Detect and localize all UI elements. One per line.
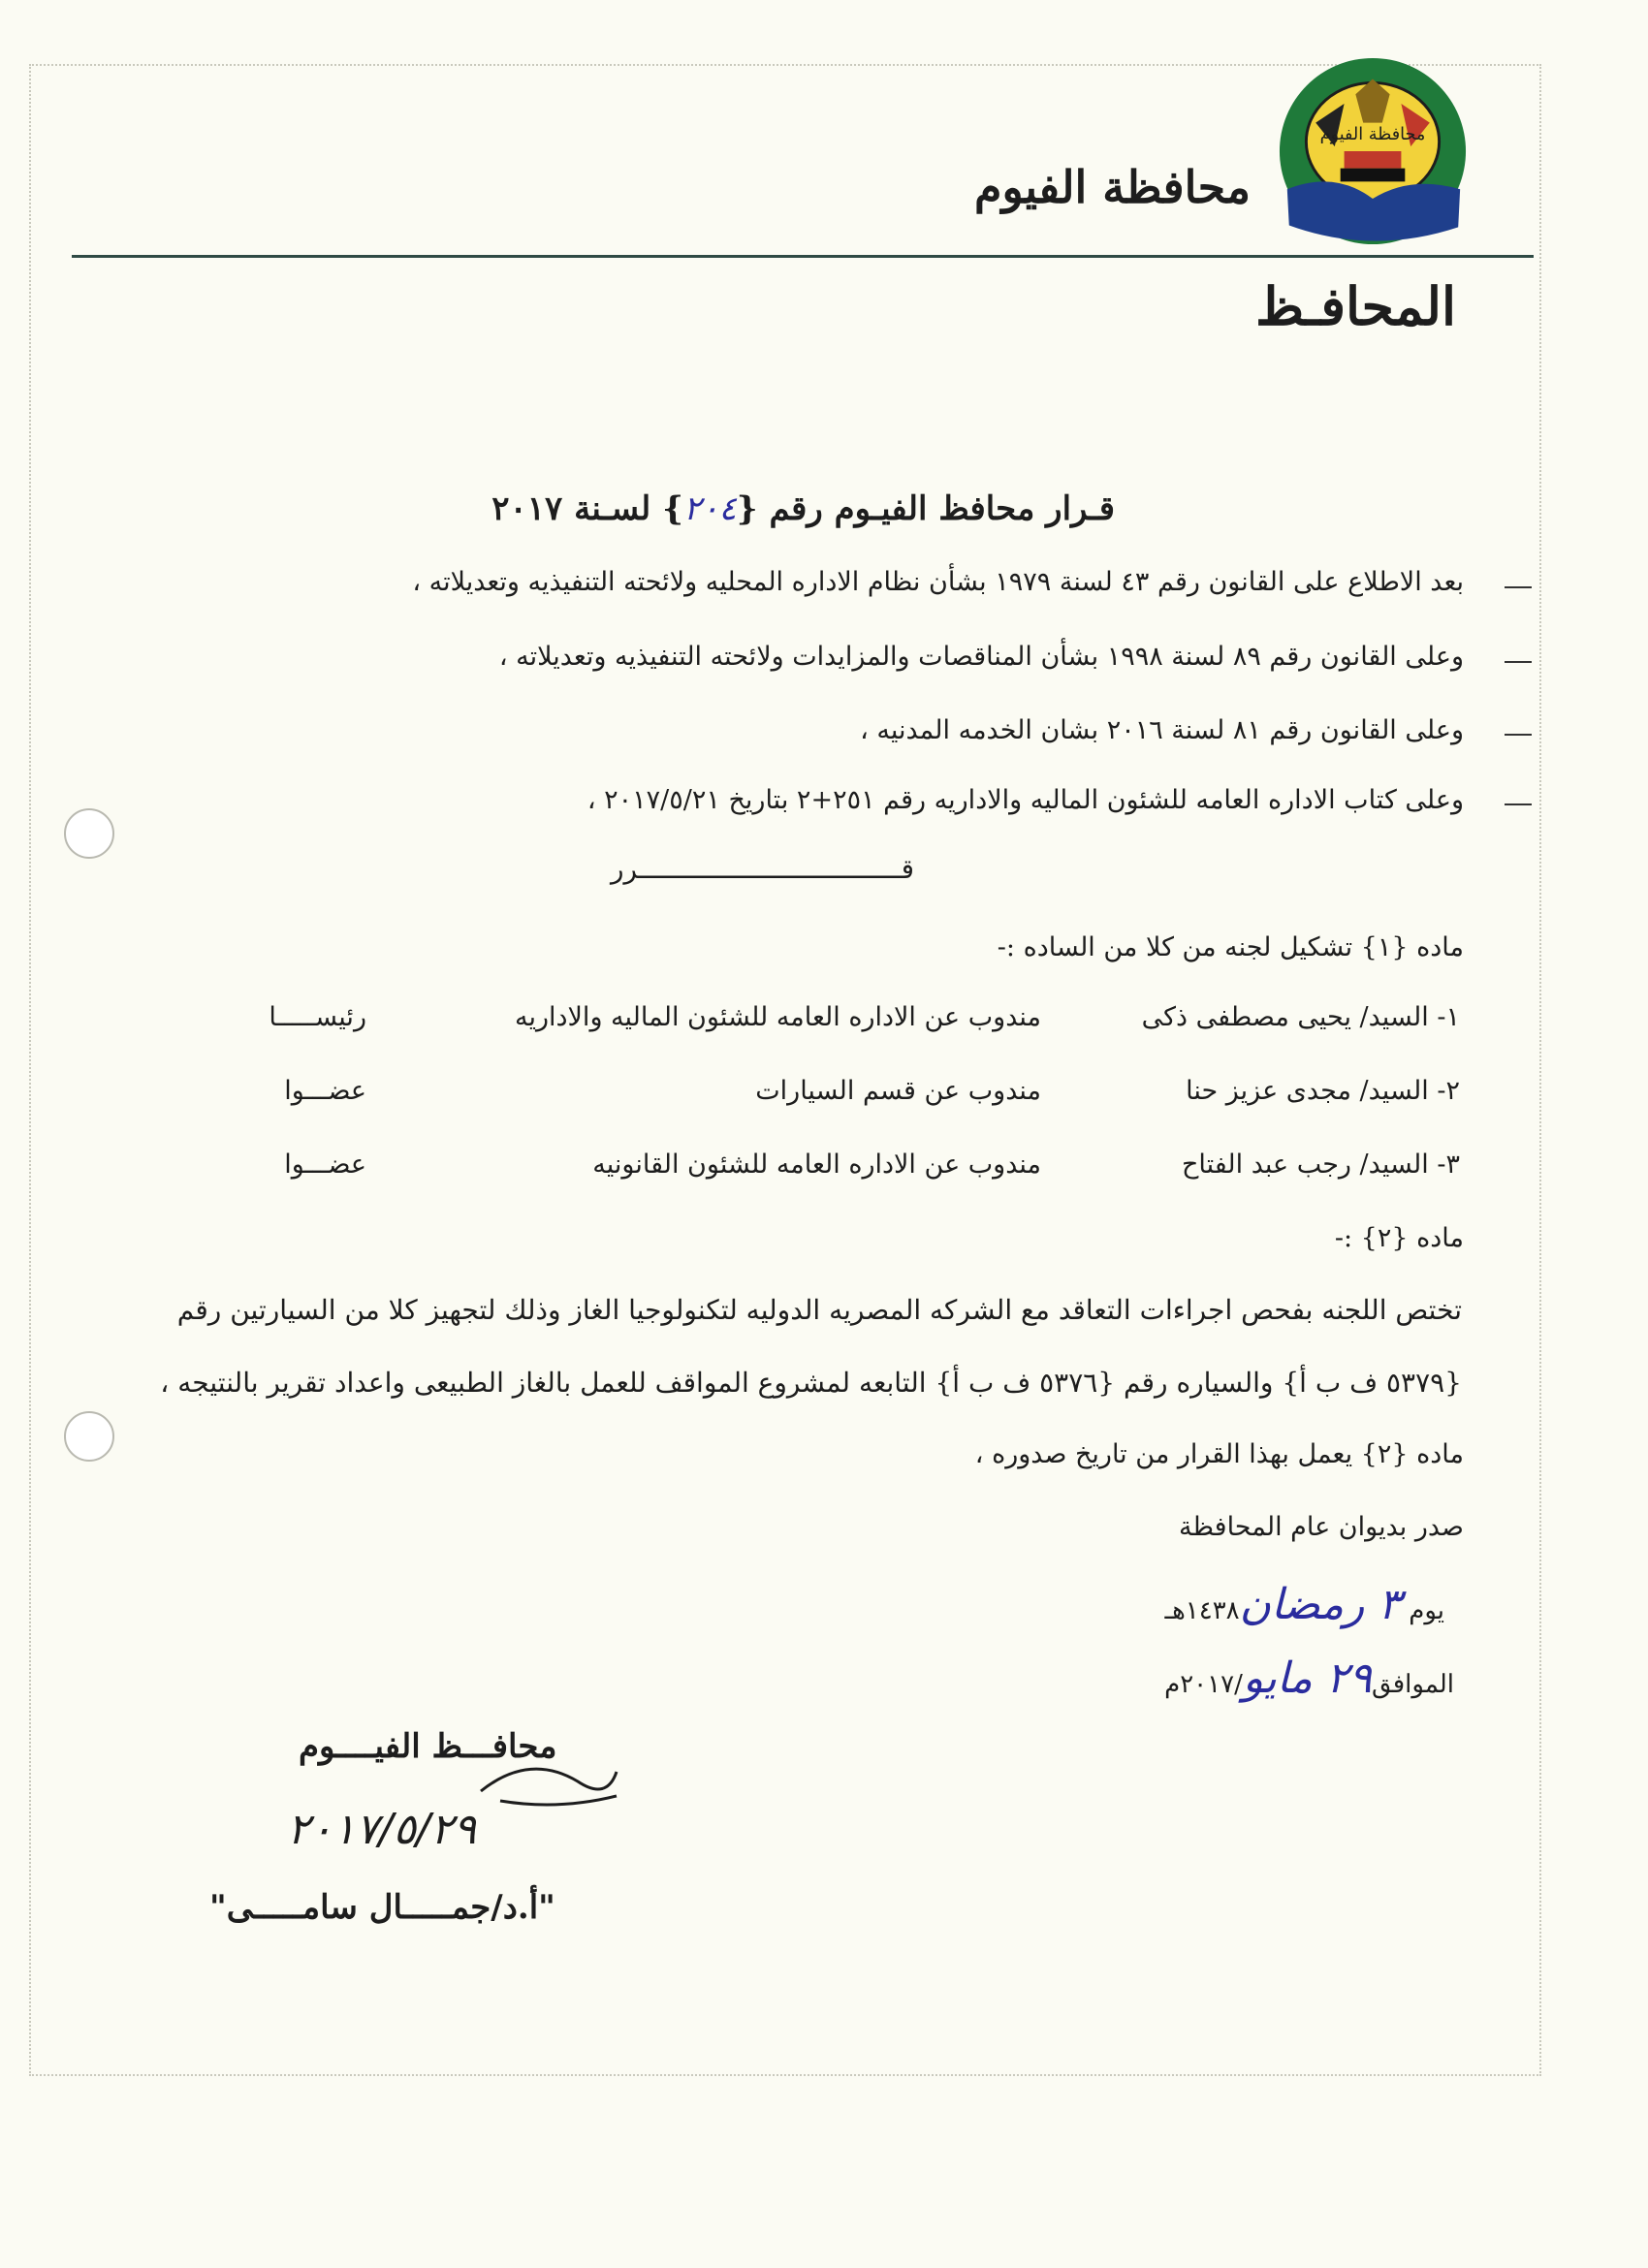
bullet-dash	[1505, 586, 1532, 588]
article3-text: ماده {٢} يعمل بهذا القرار من تاريخ صدوره ،	[974, 1439, 1464, 1469]
hijri-year: ١٤٣٨هـ	[1164, 1596, 1240, 1625]
preamble-line: وعلى القانون رقم ٨٩ لسنة ١٩٩٨ بشأن المناقصات والمزايدات ولائحته التنفيذيه وتعديلاته ،	[498, 642, 1464, 672]
article2-body-line: تختص اللجنه بفحص اجراءات التعاقد مع الشركه المصريه الدوليه لتكنولوجيا الغاز وذلك لتجهيز كلا من السيارتين رقم	[176, 1294, 1462, 1326]
signature-title: محافـــظ الفيــــوم	[299, 1727, 557, 1766]
preamble-line: وعلى القانون رقم ٨١ لسنة ٢٠١٦ بشان الخدمه المدنيه ،	[860, 715, 1464, 745]
article1-heading: ماده {١} تشكيل لجنه من كلا من الساده :-	[997, 932, 1464, 962]
governorate-logo	[1278, 56, 1468, 246]
member-role: عضـــوا	[284, 1076, 366, 1106]
member-representing: مندوب عن الاداره العامه للشئون القانونيه	[592, 1150, 1041, 1180]
signature-date-handwritten: ٢٠١٧/٥/٢٩	[287, 1805, 477, 1854]
gregorian-date-line	[1164, 1654, 1454, 1703]
decree-title	[491, 489, 1115, 528]
signatory-name: "أ.د/جمـــــال سامـــــى"	[209, 1888, 555, 1927]
punch-hole-bottom	[64, 1411, 114, 1462]
member-role: عضـــوا	[284, 1150, 366, 1180]
bullet-dash	[1505, 661, 1532, 663]
office-title: المحافـظ	[1255, 275, 1456, 337]
gregorian-year: /٢٠١٧م	[1164, 1670, 1243, 1699]
hijri-day-handwritten: ٣ رمضان	[1239, 1580, 1401, 1629]
decides-heading: قـــــــــــــــــــــــــــــــــرر	[611, 853, 915, 885]
day-label: يوم	[1409, 1596, 1444, 1625]
article2-body-line: {٥٣٧٩ ف ب أ} والسياره رقم {٥٣٧٦ ف ب أ} التابعه لمشروع المواقف للعمل بالغاز الطبيعى واعداد تقرير بالنتيجه ،	[160, 1367, 1462, 1399]
punch-hole-top	[64, 808, 114, 859]
decree-number-handwritten: ٢٠٤	[682, 489, 737, 528]
bullet-dash	[1505, 803, 1532, 805]
gregorian-day-handwritten: ٢٩ مايو	[1242, 1654, 1373, 1703]
member-representing: مندوب عن الاداره العامه للشئون الماليه والاداريه	[514, 1002, 1041, 1032]
preamble-line: بعد الاطلاع على القانون رقم ٤٣ لسنة ١٩٧٩ بشأن نظام الاداره المحليه ولائحته التنفيذيه وتعديلاته ،	[412, 567, 1464, 597]
preamble-line: وعلى كتاب الاداره العامه للشئون الماليه والاداريه رقم ٢٥١+٢ بتاريخ ٢٠١٧/٥/٢١ ،	[586, 785, 1464, 815]
governorate-name: محافظة الفيوم	[974, 161, 1251, 213]
decree-title-prefix: قـرار محافظ الفيـوم رقم {	[736, 489, 1115, 528]
member-name: ١- السيد/ يحيى مصطفى ذكى	[1141, 1002, 1460, 1032]
member-role: رئيســـــا	[269, 1002, 366, 1032]
header-rule	[72, 255, 1534, 258]
article2-heading: ماده {٢} :-	[1334, 1223, 1464, 1253]
signature-block	[209, 1714, 636, 1956]
bullet-dash	[1505, 734, 1532, 736]
member-name: ٢- السيد/ مجدى عزيز حنا	[1186, 1076, 1460, 1106]
issued-at: صدر بديوان عام المحافظة	[1179, 1512, 1464, 1542]
corresponding-label: الموافق	[1372, 1670, 1454, 1699]
member-representing: مندوب عن قسم السيارات	[755, 1076, 1041, 1106]
decree-title-suffix: } لسـنة ٢٠١٧	[491, 489, 683, 528]
member-name: ٣- السيد/ رجب عبد الفتاح	[1181, 1150, 1460, 1180]
hijri-date-line	[1164, 1580, 1444, 1629]
logo-lettering: محافظة الفيوم	[1319, 125, 1426, 145]
signature-scribble	[471, 1743, 626, 1820]
